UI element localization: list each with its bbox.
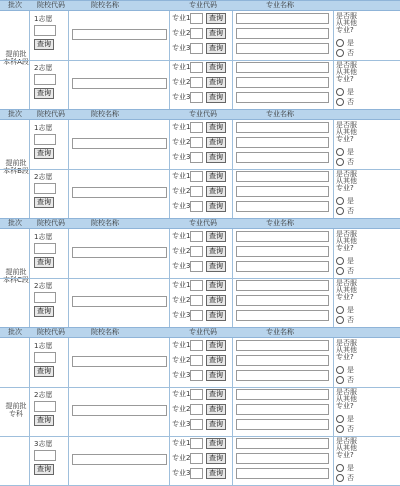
choice-label: 2志愿 [34,282,53,290]
major-code-input[interactable] [190,171,203,182]
radio-option-label: 否 [347,425,354,433]
major-query-button[interactable]: 查询 [206,28,226,39]
major-code-input[interactable] [190,13,203,24]
major-name-input[interactable] [236,340,329,351]
major-name-input[interactable] [236,201,329,212]
column-divider [333,169,334,218]
radio-option-label: 是 [347,464,354,472]
major-query-button[interactable]: 查询 [206,340,226,351]
choice-label: 2志愿 [34,391,53,399]
header-school-code: 院校代码 [37,1,65,9]
major-label: 专业1 [172,390,191,398]
radio-no[interactable] [336,207,354,216]
major-label: 专业2 [172,29,191,37]
major-code-input[interactable] [190,137,203,148]
radio-yes[interactable] [336,464,354,473]
obey-question: 是否服从其他专业? [336,12,357,34]
radio-yes[interactable] [336,415,354,424]
radio-button-icon[interactable] [336,39,344,47]
major-label: 专业2 [172,187,191,195]
major-label: 专业3 [172,93,191,101]
column-divider [232,169,233,218]
major-query-button[interactable]: 查询 [206,261,226,272]
radio-option-label: 否 [347,98,354,106]
major-label: 专业3 [172,262,191,270]
radio-no[interactable] [336,98,354,107]
header-batch: 批次 [8,219,22,227]
major-query-button[interactable]: 查询 [206,231,226,242]
radio-no[interactable] [336,158,354,167]
obey-question: 是否服从其他专业? [336,437,357,459]
major-query-button[interactable]: 查询 [206,355,226,366]
radio-yes[interactable] [336,88,354,97]
major-name-input[interactable] [236,13,329,24]
major-name-input[interactable] [236,310,329,321]
major-label: 专业2 [172,356,191,364]
column-divider [169,436,170,485]
radio-option-label: 是 [347,88,354,96]
major-label: 专业3 [172,420,191,428]
batch-label: 提前批专科 [5,401,27,418]
major-code-input[interactable] [190,310,203,321]
major-code-input[interactable] [190,43,203,54]
column-divider [333,11,334,60]
school-code-input[interactable] [34,183,56,194]
column-divider [333,278,334,327]
radio-option-label: 否 [347,207,354,215]
choice-label: 1志愿 [34,233,53,241]
choice-label: 2志愿 [34,64,53,72]
radio-option-label: 是 [347,148,354,156]
major-code-input[interactable] [190,453,203,464]
school-query-button[interactable]: 查询 [34,39,54,50]
major-code-input[interactable] [190,355,203,366]
column-divider [232,278,233,327]
radio-button-icon[interactable] [336,464,344,472]
radio-button-icon[interactable] [336,207,344,215]
header-school-code: 院校代码 [37,110,65,118]
major-code-input[interactable] [190,370,203,381]
major-code-input[interactable] [190,231,203,242]
radio-button-icon[interactable] [336,257,344,265]
major-query-button[interactable]: 查询 [206,419,226,430]
obey-question: 是否服从其他专业? [336,388,357,410]
major-name-input[interactable] [236,370,329,381]
obey-question: 是否服从其他专业? [336,121,357,143]
table-header [0,327,400,338]
column-divider [232,387,233,436]
major-code-input[interactable] [190,92,203,103]
column-divider [169,60,170,109]
header-major-code: 专业代码 [189,219,217,227]
major-name-input[interactable] [236,419,329,430]
column-divider [333,229,334,278]
radio-yes[interactable] [336,148,354,157]
obey-question: 是否服从其他专业? [336,230,357,252]
column-divider [68,169,69,218]
column-divider [29,338,30,387]
column-divider [29,169,30,218]
major-query-button[interactable]: 查询 [206,92,226,103]
header-school-name: 院校名称 [91,110,119,118]
radio-button-icon[interactable] [336,376,344,384]
radio-button-icon[interactable] [336,474,344,482]
major-label: 专业1 [172,172,191,180]
major-code-input[interactable] [190,438,203,449]
radio-button-icon[interactable] [336,366,344,374]
major-name-input[interactable] [236,43,329,54]
header-major-name: 专业名称 [266,110,294,118]
major-label: 专业1 [172,123,191,131]
major-name-input[interactable] [236,186,329,197]
table-header [0,218,400,229]
major-code-input[interactable] [190,404,203,415]
column-divider [68,278,69,327]
school-name-input[interactable] [72,405,167,416]
major-code-input[interactable] [190,122,203,133]
school-name-input[interactable] [72,454,167,465]
major-name-input[interactable] [236,295,329,306]
major-name-input[interactable] [236,438,329,449]
major-label: 专业1 [172,281,191,289]
major-code-input[interactable] [190,468,203,479]
school-query-button[interactable]: 查询 [34,366,54,377]
radio-button-icon[interactable] [336,415,344,423]
major-label: 专业2 [172,78,191,86]
school-query-button[interactable]: 查询 [34,415,54,426]
radio-button-icon[interactable] [336,197,344,205]
school-code-input[interactable] [34,450,56,461]
major-code-input[interactable] [190,295,203,306]
school-code-input[interactable] [34,74,56,85]
major-label: 专业3 [172,44,191,52]
major-label: 专业1 [172,341,191,349]
major-code-input[interactable] [190,62,203,73]
radio-option-label: 是 [347,306,354,314]
header-school-code: 院校代码 [37,328,65,336]
choice-label: 1志愿 [34,124,53,132]
major-query-button[interactable]: 查询 [206,438,226,449]
school-code-input[interactable] [34,292,56,303]
column-divider [333,60,334,109]
school-code-input[interactable] [34,134,56,145]
major-label: 专业1 [172,14,191,22]
batch-label: 提前批本科A段 [3,50,29,66]
major-query-button[interactable]: 查询 [206,122,226,133]
major-query-button[interactable]: 查询 [206,295,226,306]
major-name-input[interactable] [236,389,329,400]
major-query-button[interactable]: 查询 [206,43,226,54]
major-name-input[interactable] [236,62,329,73]
major-name-input[interactable] [236,355,329,366]
column-divider [232,120,233,169]
radio-yes[interactable] [336,366,354,375]
major-code-input[interactable] [190,201,203,212]
major-code-input[interactable] [190,246,203,257]
major-query-button[interactable]: 查询 [206,77,226,88]
major-query-button[interactable]: 查询 [206,404,226,415]
column-divider [29,278,30,327]
major-code-input[interactable] [190,389,203,400]
radio-yes[interactable] [336,306,354,315]
radio-option-label: 否 [347,49,354,57]
radio-button-icon[interactable] [336,49,344,57]
major-code-input[interactable] [190,186,203,197]
radio-option-label: 否 [347,158,354,166]
school-query-button[interactable]: 查询 [34,148,54,159]
column-divider [68,436,69,485]
school-code-input[interactable] [34,25,56,36]
major-label: 专业3 [172,371,191,379]
radio-no[interactable] [336,474,354,483]
major-label: 专业2 [172,138,191,146]
major-code-input[interactable] [190,340,203,351]
major-code-input[interactable] [190,77,203,88]
major-label: 专业2 [172,247,191,255]
school-query-button[interactable]: 查询 [34,257,54,268]
table-header [0,109,400,120]
header-school-name: 院校名称 [91,1,119,9]
obey-question: 是否服从其他专业? [336,339,357,361]
major-code-input[interactable] [190,419,203,430]
major-name-input[interactable] [236,453,329,464]
radio-no[interactable] [336,267,354,276]
batch-label: 提前批本科B段 [3,159,29,175]
column-divider [169,278,170,327]
header-batch: 批次 [8,328,22,336]
school-name-input[interactable] [72,29,167,40]
major-query-button[interactable]: 查询 [206,370,226,381]
radio-option-label: 是 [347,257,354,265]
radio-option-label: 是 [347,415,354,423]
radio-option-label: 否 [347,474,354,482]
major-label: 专业3 [172,153,191,161]
column-divider [169,120,170,169]
column-divider [169,169,170,218]
column-divider [169,338,170,387]
column-divider [68,338,69,387]
column-divider [68,120,69,169]
header-major-code: 专业代码 [189,1,217,9]
column-divider [29,387,30,436]
school-name-input[interactable] [72,138,167,149]
radio-no[interactable] [336,316,354,325]
header-batch: 批次 [8,110,22,118]
column-divider [29,60,30,109]
major-label: 专业1 [172,63,191,71]
choice-label: 1志愿 [34,15,53,23]
major-label: 专业3 [172,469,191,477]
school-query-button[interactable]: 查询 [34,197,54,208]
radio-button-icon[interactable] [336,316,344,324]
major-code-input[interactable] [190,28,203,39]
obey-question: 是否服从其他专业? [336,170,357,192]
header-major-code: 专业代码 [189,110,217,118]
major-code-input[interactable] [190,152,203,163]
column-divider [29,436,30,485]
major-name-input[interactable] [236,231,329,242]
column-divider [232,11,233,60]
major-label: 专业1 [172,439,191,447]
radio-button-icon[interactable] [336,148,344,156]
radio-button-icon[interactable] [336,88,344,96]
major-name-input[interactable] [236,137,329,148]
major-name-input[interactable] [236,246,329,257]
major-name-input[interactable] [236,122,329,133]
major-code-input[interactable] [190,261,203,272]
choice-label: 2志愿 [34,173,53,181]
major-label: 专业1 [172,232,191,240]
column-divider [333,120,334,169]
school-code-input[interactable] [34,352,56,363]
major-query-button[interactable]: 查询 [206,137,226,148]
major-query-button[interactable]: 查询 [206,201,226,212]
column-divider [169,229,170,278]
major-label: 专业2 [172,454,191,462]
major-label: 专业3 [172,202,191,210]
major-name-input[interactable] [236,28,329,39]
major-query-button[interactable]: 查询 [206,310,226,321]
radio-yes[interactable] [336,197,354,206]
school-name-input[interactable] [72,356,167,367]
major-query-button[interactable]: 查询 [206,171,226,182]
major-label: 专业3 [172,311,191,319]
table-header [0,0,400,11]
header-school-code: 院校代码 [37,219,65,227]
column-divider [333,338,334,387]
school-name-input[interactable] [72,296,167,307]
major-name-input[interactable] [236,152,329,163]
major-name-input[interactable] [236,280,329,291]
header-major-name: 专业名称 [266,328,294,336]
school-query-button[interactable]: 查询 [34,306,54,317]
batch-label: 提前批本科C段 [3,268,29,284]
radio-button-icon[interactable] [336,267,344,275]
column-divider [169,11,170,60]
header-major-code: 专业代码 [189,328,217,336]
school-code-input[interactable] [34,243,56,254]
radio-yes[interactable] [336,257,354,266]
school-name-input[interactable] [72,187,167,198]
obey-question: 是否服从其他专业? [336,279,357,301]
column-divider [29,229,30,278]
column-divider [232,229,233,278]
major-name-input[interactable] [236,171,329,182]
obey-question: 是否服从其他专业? [336,61,357,83]
major-name-input[interactable] [236,404,329,415]
column-divider [68,60,69,109]
radio-yes[interactable] [336,39,354,48]
column-divider [333,387,334,436]
header-school-name: 院校名称 [91,328,119,336]
column-divider [68,387,69,436]
major-name-input[interactable] [236,77,329,88]
column-divider [169,387,170,436]
radio-no[interactable] [336,376,354,385]
school-name-input[interactable] [72,78,167,89]
header-major-name: 专业名称 [266,1,294,9]
school-name-input[interactable] [72,247,167,258]
major-code-input[interactable] [190,280,203,291]
major-query-button[interactable]: 查询 [206,13,226,24]
header-batch: 批次 [8,1,22,9]
column-divider [333,436,334,485]
radio-button-icon[interactable] [336,98,344,106]
major-query-button[interactable]: 查询 [206,62,226,73]
column-divider [232,436,233,485]
column-divider [29,120,30,169]
choice-label: 3志愿 [34,440,53,448]
column-divider [68,11,69,60]
radio-option-label: 是 [347,197,354,205]
major-name-input[interactable] [236,468,329,479]
choice-label: 1志愿 [34,342,53,350]
radio-option-label: 否 [347,376,354,384]
major-query-button[interactable]: 查询 [206,186,226,197]
radio-no[interactable] [336,425,354,434]
major-label: 专业2 [172,296,191,304]
major-name-input[interactable] [236,261,329,272]
major-query-button[interactable]: 查询 [206,389,226,400]
radio-button-icon[interactable] [336,306,344,314]
column-divider [29,11,30,60]
major-query-button[interactable]: 查询 [206,280,226,291]
column-divider [232,338,233,387]
major-name-input[interactable] [236,92,329,103]
radio-option-label: 否 [347,316,354,324]
radio-button-icon[interactable] [336,425,344,433]
major-query-button[interactable]: 查询 [206,468,226,479]
radio-option-label: 是 [347,39,354,47]
radio-button-icon[interactable] [336,158,344,166]
school-code-input[interactable] [34,401,56,412]
major-query-button[interactable]: 查询 [206,152,226,163]
column-divider [68,229,69,278]
radio-option-label: 是 [347,366,354,374]
major-query-button[interactable]: 查询 [206,453,226,464]
header-school-name: 院校名称 [91,219,119,227]
header-major-name: 专业名称 [266,219,294,227]
radio-no[interactable] [336,49,354,58]
radio-option-label: 否 [347,267,354,275]
major-query-button[interactable]: 查询 [206,246,226,257]
column-divider [232,60,233,109]
major-label: 专业2 [172,405,191,413]
school-query-button[interactable]: 查询 [34,464,54,475]
school-query-button[interactable]: 查询 [34,88,54,99]
